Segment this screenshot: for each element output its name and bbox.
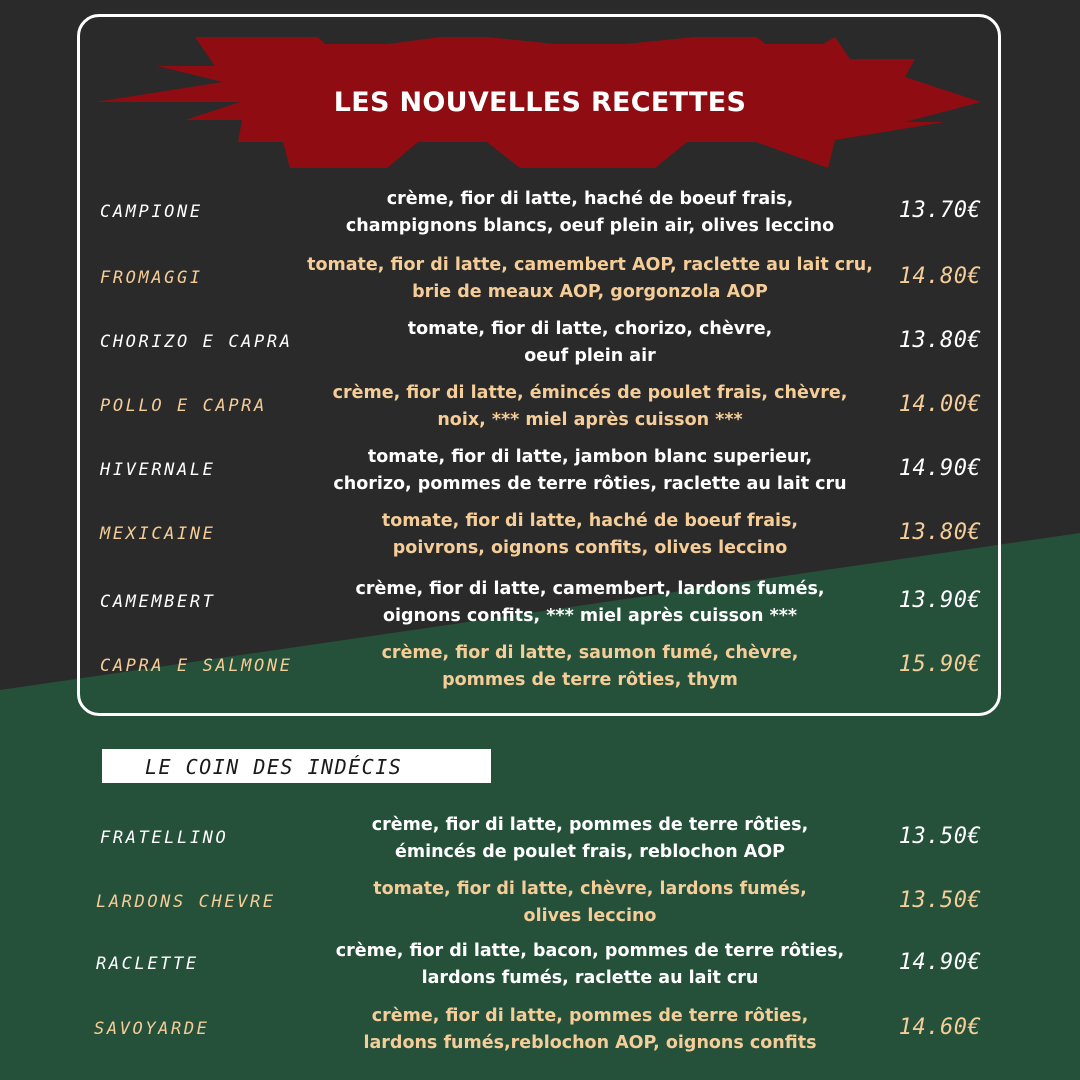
item-description xyxy=(290,186,890,240)
item-description-line: chorizo, pommes de terre rôties, raclette au lait cru xyxy=(333,474,847,494)
item-price: 14.80€ xyxy=(898,264,982,289)
item-description-line: crème, fior di latte, pommes de terre rôties, xyxy=(371,815,809,835)
item-description xyxy=(290,1003,890,1057)
item-description-line: oeuf plein air xyxy=(524,346,656,366)
item-description-line: crème, fior di latte, pommes de terre rôties, xyxy=(371,1006,809,1026)
item-description-line: olives leccino xyxy=(523,906,657,926)
menu-item xyxy=(0,1003,1080,1063)
item-name: FRATELLINO xyxy=(100,828,229,848)
item-price: 15.90€ xyxy=(898,652,982,677)
menu-item xyxy=(0,186,1080,246)
item-price: 14.00€ xyxy=(898,392,982,417)
item-price: 14.60€ xyxy=(898,1015,982,1040)
item-price: 14.90€ xyxy=(898,950,982,975)
item-price: 13.90€ xyxy=(898,588,982,613)
item-description-line: tomate, fior di latte, jambon blanc superieur, xyxy=(367,447,813,467)
item-description-line: crème, fior di latte, émincés de poulet frais, chèvre, xyxy=(332,383,848,403)
item-description-line: tomate, fior di latte, camembert AOP, raclette au lait cru, xyxy=(307,255,873,275)
item-name: CAPRA E SALMONE xyxy=(100,656,293,676)
item-name: CHORIZO E CAPRA xyxy=(100,332,293,352)
item-description xyxy=(290,508,890,562)
menu-item xyxy=(0,380,1080,440)
item-price: 13.50€ xyxy=(898,824,982,849)
item-name: RACLETTE xyxy=(96,954,199,974)
item-description-line: tomate, fior di latte, chorizo, chèvre, xyxy=(407,319,773,339)
item-name: POLLO E CAPRA xyxy=(100,396,267,416)
item-description-line: oignons confits, *** miel après cuisson *** xyxy=(382,606,798,626)
item-description xyxy=(290,380,890,434)
item-name: SAVOYARDE xyxy=(94,1019,210,1039)
item-description xyxy=(290,938,890,992)
item-description xyxy=(290,640,890,694)
item-description xyxy=(290,316,890,370)
menu-item xyxy=(0,576,1080,636)
menu-item xyxy=(0,938,1080,998)
item-price: 14.90€ xyxy=(898,456,982,481)
item-price: 13.80€ xyxy=(898,520,982,545)
item-name: CAMEMBERT xyxy=(100,592,216,612)
menu-item xyxy=(0,876,1080,936)
item-description-line: pommes de terre rôties, thym xyxy=(442,670,738,690)
item-description-line: tomate, fior di latte, chèvre, lardons fumés, xyxy=(373,879,807,899)
menu-item xyxy=(0,812,1080,872)
item-name: FROMAGGI xyxy=(100,268,203,288)
item-description-line: lardons fumés,reblochon AOP, oignons confits xyxy=(363,1033,817,1053)
item-price: 13.80€ xyxy=(898,328,982,353)
item-description-line: champignons blancs, oeuf plein air, olives leccino xyxy=(345,216,835,236)
menu-item xyxy=(0,508,1080,568)
item-description-line: noix, *** miel après cuisson *** xyxy=(437,410,743,430)
item-description-line: tomate, fior di latte, haché de boeuf frais, xyxy=(381,511,799,531)
item-description-line: crème, fior di latte, saumon fumé, chèvre, xyxy=(381,643,799,663)
menu-item xyxy=(0,444,1080,504)
item-description-line: crème, fior di latte, camembert, lardons fumés, xyxy=(355,579,825,599)
item-name: CAMPIONE xyxy=(100,202,203,222)
item-price: 13.50€ xyxy=(898,888,982,913)
menu-item xyxy=(0,252,1080,312)
section-title-coin-des-indecis: LE COIN DES INDÉCIS xyxy=(145,755,403,779)
item-description xyxy=(290,812,890,866)
item-description-line: émincés de poulet frais, reblochon AOP xyxy=(394,842,786,862)
menu-item xyxy=(0,640,1080,700)
item-description xyxy=(290,444,890,498)
section-title-nouvelles-recettes: LES NOUVELLES RECETTES xyxy=(333,87,747,118)
item-description xyxy=(290,576,890,630)
item-price: 13.70€ xyxy=(898,198,982,223)
item-name: HIVERNALE xyxy=(100,460,216,480)
item-description-line: crème, fior di latte, haché de boeuf frais, xyxy=(386,189,794,209)
item-description-line: lardons fumés, raclette au lait cru xyxy=(421,968,759,988)
menu-item xyxy=(0,316,1080,376)
item-description xyxy=(290,876,890,930)
item-description xyxy=(290,252,890,306)
item-description-line: brie de meaux AOP, gorgonzola AOP xyxy=(412,282,768,302)
item-name: MEXICAINE xyxy=(100,524,216,544)
item-description-line: crème, fior di latte, bacon, pommes de terre rôties, xyxy=(335,941,845,961)
item-description-line: poivrons, oignons confits, olives leccino xyxy=(392,538,788,558)
item-name: LARDONS CHEVRE xyxy=(96,892,276,912)
